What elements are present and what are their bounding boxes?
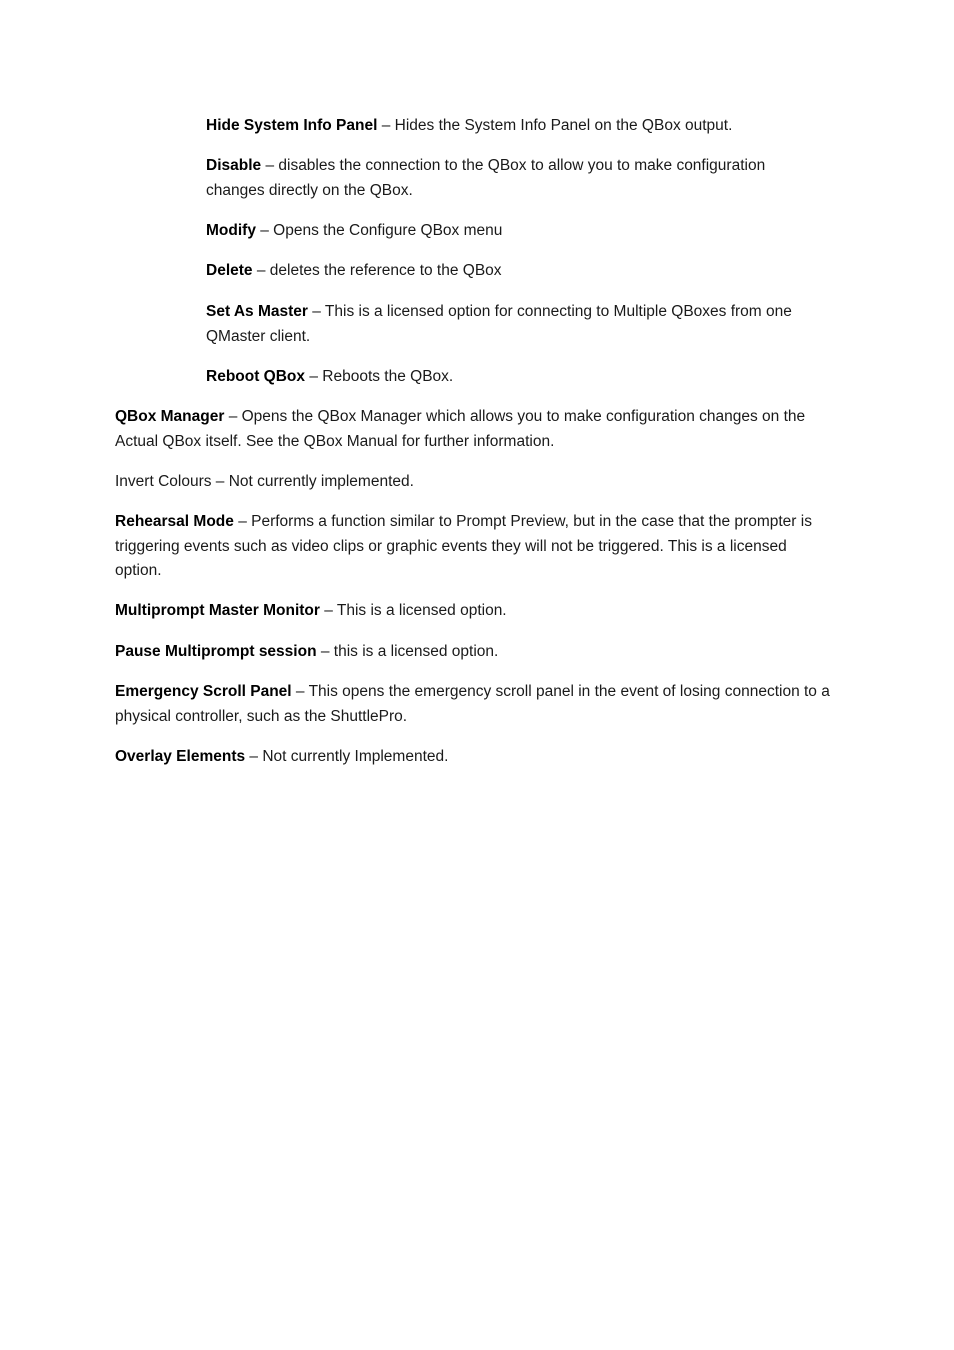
entry-modify (206, 219, 826, 244)
entry-description: Invert Colours – Not currently implemented. (115, 473, 414, 490)
entry-description: – Performs a function similar to Prompt Preview, but in the case that the prompter is triggering events such as video clips or graphic events they will not be triggered. This is a licensed option. (115, 513, 812, 579)
entry-description: – This opens the emergency scroll panel in the event of losing connection to a physical controller, such as the ShuttlePro. (115, 683, 830, 725)
entry-term: Emergency Scroll Panel (115, 683, 292, 700)
entry-multiprompt-master-monitor (115, 599, 830, 624)
entry-description: – deletes the reference to the QBox (252, 262, 502, 279)
entry-term: Hide System Info Panel (206, 117, 378, 134)
entry-term: QBox Manager (115, 408, 225, 425)
entry-term: Disable (206, 157, 262, 174)
entry-invert-colours (115, 470, 830, 495)
entry-term: Pause Multiprompt session (115, 643, 317, 660)
entry-hide-system-info-panel (206, 114, 826, 139)
entry-emergency-scroll-panel (115, 680, 830, 729)
entry-description: – Hides the System Info Panel on the QBox output. (377, 117, 733, 134)
entry-qbox-manager (115, 405, 830, 454)
entry-term: Set As Master (206, 303, 308, 320)
entry-term: Delete (206, 262, 253, 279)
entry-term: Modify (206, 222, 256, 239)
entry-set-as-master (206, 300, 826, 349)
entry-description: – This is a licensed option. (319, 602, 507, 619)
entry-description: – This is a licensed option for connecting to Multiple QBoxes from one QMaster client. (206, 303, 792, 345)
entry-term: Overlay Elements (115, 748, 246, 765)
entry-delete (206, 259, 826, 284)
entry-description: – this is a licensed option. (316, 643, 499, 660)
entry-rehearsal-mode (115, 510, 830, 584)
entry-disable (206, 154, 826, 203)
entry-term: Multiprompt Master Monitor (115, 602, 320, 619)
entry-term: Reboot QBox (206, 368, 306, 385)
entry-description: – disables the connection to the QBox to allow you to make configuration changes directly on the QBox. (206, 157, 766, 199)
entry-overlay-elements (115, 745, 830, 770)
entry-reboot-qbox (206, 365, 826, 390)
entry-description: – Reboots the QBox. (305, 368, 454, 385)
entry-description: – Opens the Configure QBox menu (255, 222, 503, 239)
entry-pause-multiprompt-session (115, 640, 830, 665)
entry-term: Rehearsal Mode (115, 513, 234, 530)
entry-description: – Not currently Implemented. (245, 748, 449, 765)
entry-description: – Opens the QBox Manager which allows you to make configuration changes on the Actual QBox itself. See the QBox Manual for further information. (115, 408, 806, 450)
